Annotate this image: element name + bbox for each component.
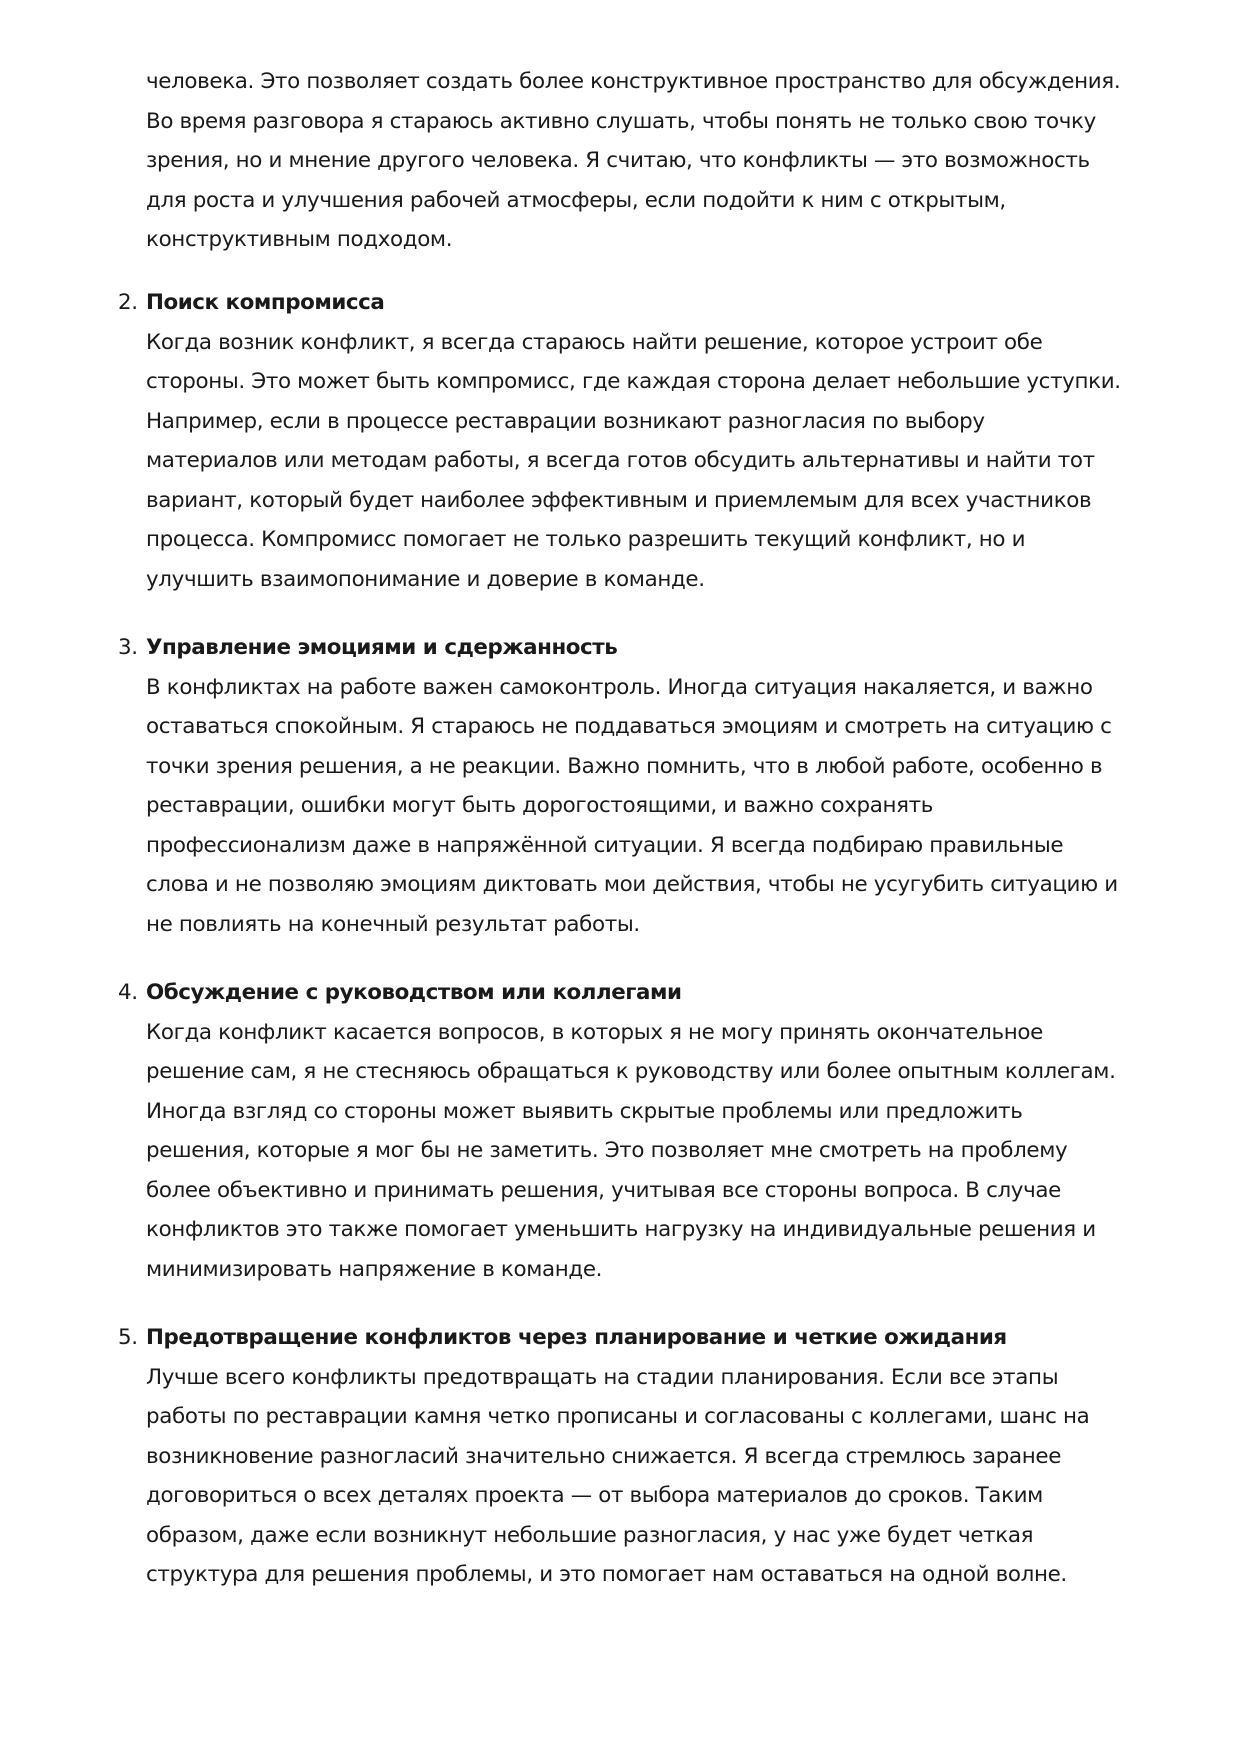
list-item-title: Управление эмоциями и сдержанность bbox=[146, 635, 618, 660]
list-item-title: Поиск компромисса bbox=[146, 290, 385, 315]
list-item-body: В конфликтах на работе важен самоконтроль. Иногда ситуация накаляется, и важно оставаться спокойным. Я стараюсь не поддаваться эмоциям и смотреть на ситуацию с точки зрения решения, а не реакции. Важно помнить, что в любой работе, особенно в реставрации, ошибки могут быть дорогостоящими, и важно сохранять профессионализм даже в напряжённой ситуации. Я всегда подбираю правильные слова и не позволяю эмоциям диктовать мои действия, чтобы не усугубить ситуацию и не повлиять на конечный результат работы. bbox=[146, 674, 1118, 937]
list-item-number: 3. bbox=[118, 635, 138, 660]
list-item-title: Предотвращение конфликтов через планирование и четкие ожидания bbox=[146, 1325, 1007, 1350]
list-item-number: 4. bbox=[118, 980, 138, 1005]
list-item-body: Когда возник конфликт, я всегда стараюсь найти решение, которое устроит обе стороны. Это может быть компромисс, где каждая сторона делает небольшие уступки. Например, если в процессе реставрации возникают разногласия по выбору материалов или методам работы, я всегда готов обсудить альтернативы и найти тот вариант, который будет наиболее эффективным и приемлемым для всех участников процесса. Компромисс помогает не только разрешить текущий конфликт, но и улучшить взаимопонимание и доверие в команде. bbox=[146, 329, 1121, 592]
list-item-body: Лучше всего конфликты предотвращать на стадии планирования. Если все этапы работы по реставрации камня четко прописаны и согласованы с коллегами, шанс на возникновение разногласий значительно снижается. Я всегда стремлюсь заранее договориться о всех деталях проекта — от выбора материалов до сроков. Таким образом, даже если возникнут небольшие разногласия, у нас уже будет четкая структура для решения проблемы, и это помогает нам оставаться на одной волне. bbox=[146, 1364, 1090, 1587]
list-item-number: 5. bbox=[118, 1325, 138, 1350]
continuation-paragraph: человека. Это позволяет создать более конструктивное пространство для обсуждения. Во время разговора я стараюсь активно слушать, чтобы понять не только свою точку зрения, но и мнение другого человека. Я считаю, что конфликты — это возможность для роста и улучшения рабочей атмосферы, если подойти к ним с открытым, конструктивным подходом. bbox=[146, 69, 1121, 252]
list-item-body: Когда конфликт касается вопросов, в которых я не могу принять окончательное решение сам, я не стесняюсь обращаться к руководству или более опытным коллегам. Иногда взгляд со стороны может выявить скрытые проблемы или предложить решения, которые я мог бы не заметить. Это позволяет мне смотреть на проблему более объективно и принимать решения, учитывая все стороны вопроса. В случае конфликтов это также помогает уменьшить нагрузку на индивидуальные решения и минимизировать напряжение в команде. bbox=[146, 1019, 1116, 1282]
list-item-number: 2. bbox=[118, 290, 138, 315]
list-item-title: Обсуждение с руководством или коллегами bbox=[146, 980, 682, 1005]
